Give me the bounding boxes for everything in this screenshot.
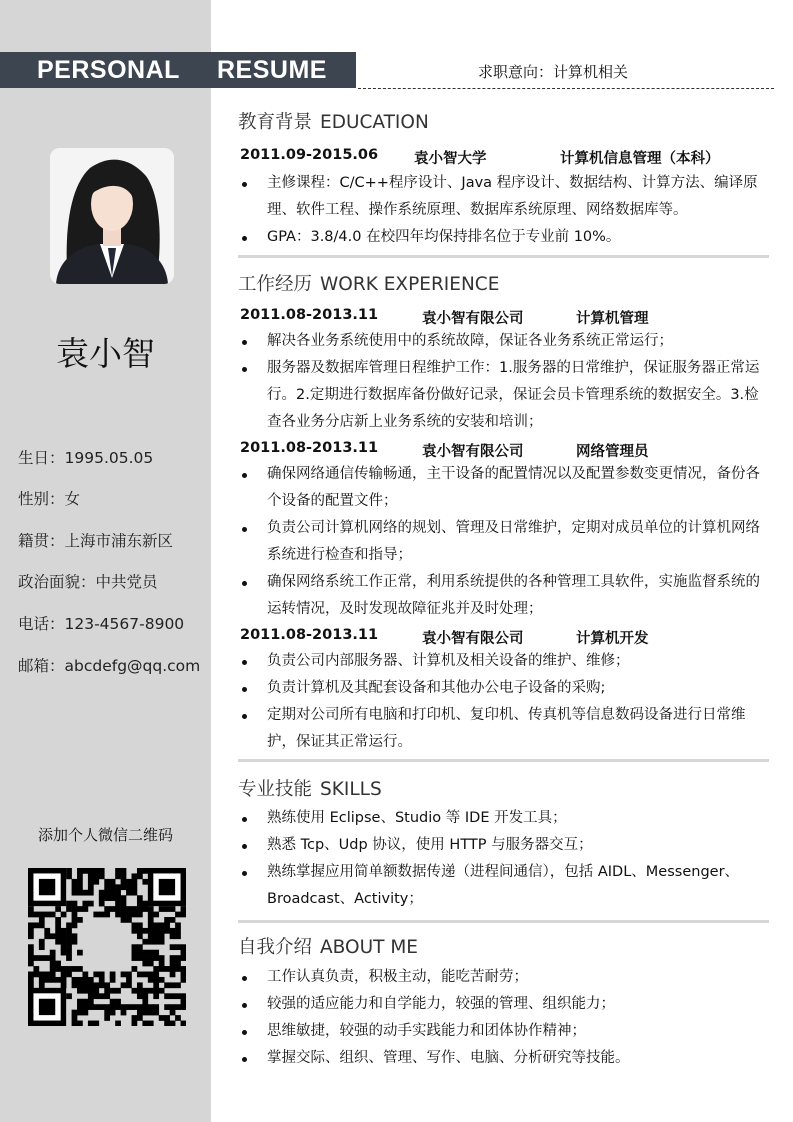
header-dashed-divider xyxy=(358,88,774,89)
skills-heading-cn: 专业技能 xyxy=(238,779,313,800)
list-item: GPA：3.8/4.0 在校四年均保持排名位于专业前 10%。 xyxy=(238,224,767,251)
work-period: 2011.08-2013.11 xyxy=(240,307,379,323)
info-email: 邮箱：abcdefg@qq.com xyxy=(18,657,201,675)
education-heading-cn: 教育背景 xyxy=(238,112,313,133)
section-divider xyxy=(238,255,769,258)
education-major: 计算机信息管理（本科） xyxy=(560,151,720,167)
info-phone: 电话：123-4567-8900 xyxy=(18,615,185,633)
list-item: 负责公司计算机网络的规划、管理及日常维护，定期对成员单位的计算机网络系统进行检查和指导； xyxy=(238,515,767,569)
education-school: 袁小智大学 xyxy=(414,151,487,167)
list-item: 解决各业务系统使用中的系统故障，保证各业务系统正常运行； xyxy=(238,328,767,355)
list-item: 确保网络系统工作正常，利用系统提供的各种管理工具软件，实施监督系统的运转情况，及时发现故障征兆并及时处理； xyxy=(238,569,767,623)
work-company: 袁小智有限公司 xyxy=(422,631,524,647)
work-period: 2011.08-2013.11 xyxy=(240,627,379,643)
list-item: 熟悉 Tcp、Udp 协议，使用 HTTP 与服务器交互； xyxy=(238,832,767,859)
list-item: 服务器及数据库管理日程维护工作：1.服务器的日常维护，保证服务器正常运行。2.定期进行数据库备份做好记录，保证会员卡管理系统的数据安全。3.检查各业务分店新上业务系统的安装和培训； xyxy=(238,355,767,436)
work-heading-en: WORK EXPERIENCE xyxy=(320,274,500,295)
list-item: 较强的适应能力和自学能力，较强的管理、组织能力； xyxy=(238,991,767,1018)
list-item: 确保网络通信传输畅通，主干设备的配置情况以及配置参数变更情况，备份各个设备的配置文件； xyxy=(238,461,767,515)
skills-bullets xyxy=(238,805,769,913)
info-political-status: 政治面貌：中共党员 xyxy=(18,573,158,591)
list-item: 掌握交际、组织、管理、写作、电脑、分析研究等技能。 xyxy=(238,1045,767,1072)
education-heading xyxy=(238,108,429,134)
work-company: 袁小智有限公司 xyxy=(422,311,524,327)
work-period: 2011.08-2013.11 xyxy=(240,440,379,456)
work-role: 计算机开发 xyxy=(576,631,649,647)
skills-heading xyxy=(238,775,382,801)
profile-photo xyxy=(50,148,174,284)
profile-name: 袁小智 xyxy=(56,334,155,373)
about-heading-cn: 自我介绍 xyxy=(238,937,313,958)
info-hometown: 籍贯：上海市浦东新区 xyxy=(18,532,174,550)
education-period: 2011.09-2015.06 xyxy=(240,147,379,163)
skills-heading-en: SKILLS xyxy=(320,779,382,800)
section-divider xyxy=(238,920,769,923)
work-1-bullets xyxy=(238,328,769,436)
about-bullets xyxy=(238,964,769,1072)
list-item: 负责计算机及其配套设备和其他办公电子设备的采购; xyxy=(238,675,767,702)
work-role: 计算机管理 xyxy=(576,311,649,327)
about-heading-en: ABOUT ME xyxy=(320,937,418,958)
list-item: 熟练掌握应用简单额数据传递（进程间通信），包括 AIDL、Messenger、Broadcast、Activity； xyxy=(238,859,767,913)
work-heading xyxy=(238,270,499,296)
work-3-bullets xyxy=(238,648,769,756)
list-item: 工作认真负责，积极主动，能吃苦耐劳； xyxy=(238,964,767,991)
list-item: 主修课程：C/C++程序设计、Java 程序设计、数据结构、计算方法、编译原理、软件工程、操作系统原理、数据库系统原理、网络数据库等。 xyxy=(238,170,767,224)
list-item: 定期对公司所有电脑和打印机、复印机、传真机等信息数码设备进行日常维护，保证其正常运行。 xyxy=(238,702,767,756)
resume-banner xyxy=(0,52,356,88)
education-heading-en: EDUCATION xyxy=(320,112,429,133)
work-heading-cn: 工作经历 xyxy=(238,274,313,295)
section-divider xyxy=(238,759,769,762)
education-bullets xyxy=(238,170,769,251)
work-company: 袁小智有限公司 xyxy=(422,444,524,460)
list-item: 负责公司内部服务器、计算机及相关设备的维护、维修； xyxy=(238,648,767,675)
info-gender: 性别：女 xyxy=(18,490,81,508)
list-item: 思维敏捷，较强的动手实践能力和团体协作精神； xyxy=(238,1018,767,1045)
about-heading xyxy=(238,933,418,959)
work-role: 网络管理员 xyxy=(576,444,649,460)
work-2-bullets xyxy=(238,461,769,623)
wechat-qr-code xyxy=(28,868,186,1026)
banner-left-text: PERSONAL xyxy=(37,56,180,84)
job-target: 求职意向：计算机相关 xyxy=(478,63,629,81)
list-item: 熟练使用 Eclipse、Studio 等 IDE 开发工具； xyxy=(238,805,767,832)
banner-right-text: RESUME xyxy=(217,56,327,84)
info-birthday: 生日：1995.05.05 xyxy=(18,449,154,467)
qr-label: 添加个人微信二维码 xyxy=(37,826,173,844)
